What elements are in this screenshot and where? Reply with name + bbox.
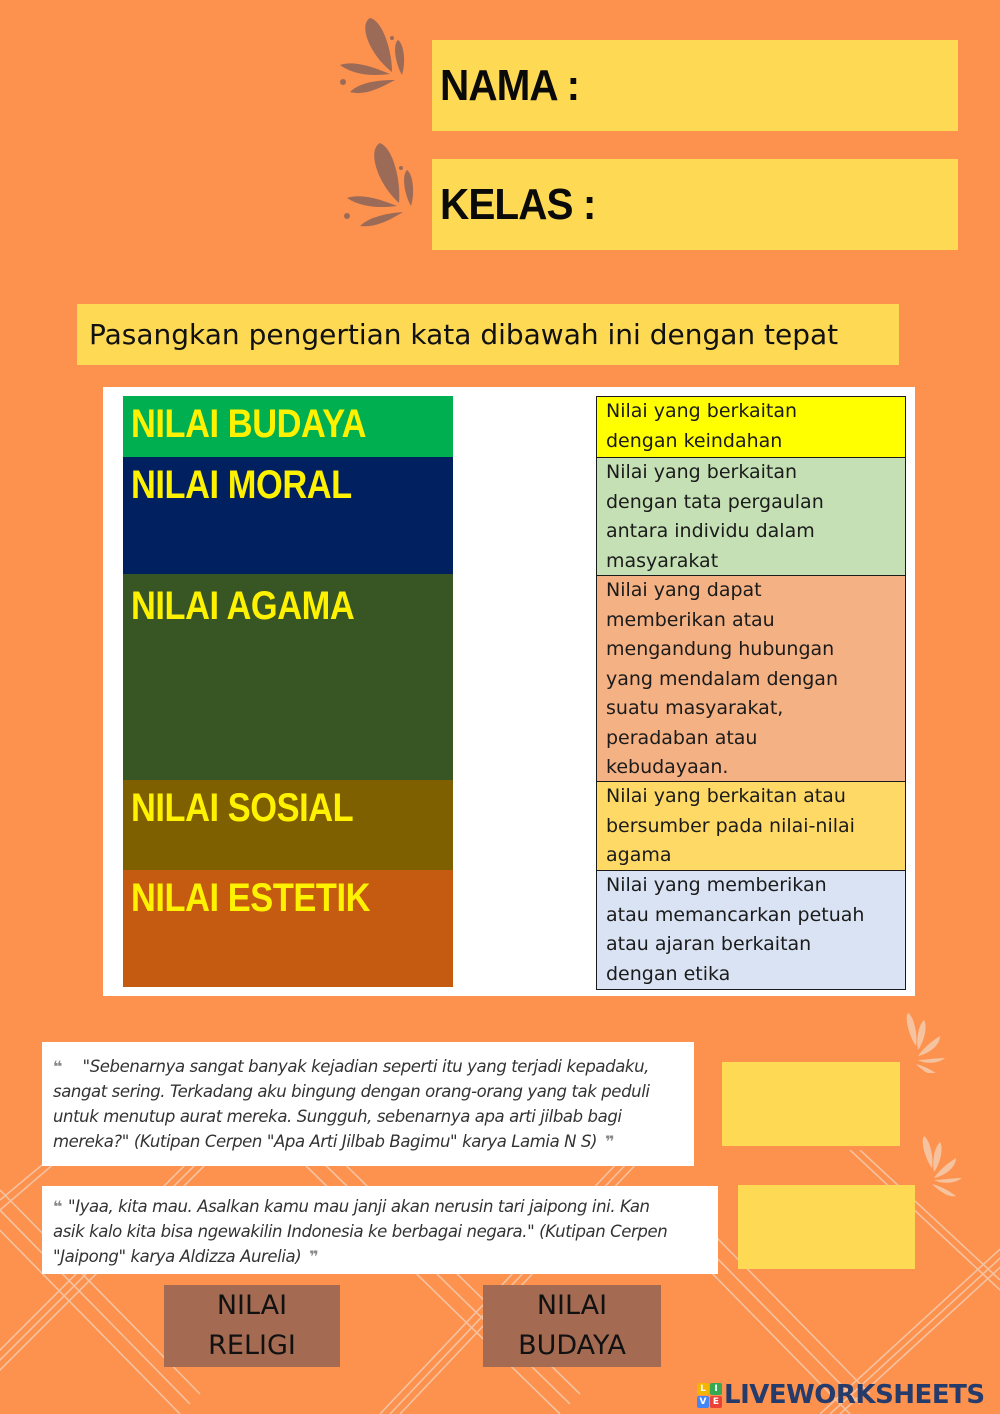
term-nilai-budaya[interactable]: NILAI BUDAYA <box>123 396 453 457</box>
class-field[interactable] <box>432 159 958 250</box>
quote-box-religi: ❝ "Sebenarnya sangat banyak kejadian seperti itu yang terjadi kepadaku, sangat sering. Terkadang aku bingung dengan orang-orang yang tak peduli untuk menutup aurat mereka. Sungguh, sebenarnya apa arti jilbab bagi mereka?" (Kutipan Cerpen "Apa Arti Jilbab Bagimu" karya Lamia N S) ❞ <box>42 1042 694 1166</box>
splash-decoration-icon <box>335 138 415 228</box>
instruction-banner: Pasangkan pengertian kata dibawah ini dengan tepat <box>77 304 899 365</box>
definition-cell[interactable]: Nilai yang berkaitan atau bersumber pada nilai-nilai agama <box>596 781 906 871</box>
definition-cell[interactable]: Nilai yang berkaitan dengan tata pergaulan antara individu dalam masyarakat <box>596 457 906 576</box>
name-label: NAMA : <box>440 60 580 110</box>
term-nilai-agama[interactable]: NILAI AGAMA <box>123 574 453 780</box>
name-field[interactable] <box>432 40 958 131</box>
term-nilai-moral[interactable]: NILAI MORAL <box>123 457 453 574</box>
liveworksheets-logo-icon: L I V E <box>697 1383 722 1408</box>
splash-decoration-icon <box>900 1008 950 1073</box>
matching-panel <box>103 387 915 996</box>
class-label: KELAS : <box>440 179 596 229</box>
splash-decoration-icon <box>918 1132 968 1197</box>
definition-cell[interactable]: Nilai yang dapat memberikan atau mengandung hubungan yang mendalam dengan suatu masyarakat, peradaban atau kebudayaan. <box>596 575 906 782</box>
definition-cell[interactable]: Nilai yang berkaitan dengan keindahan <box>596 396 906 458</box>
brand-text: LIVEWORKSHEETS <box>724 1380 985 1410</box>
answer-drop-zone-2[interactable] <box>738 1185 915 1269</box>
open-quote-icon: ❝ <box>53 1197 62 1216</box>
definition-cell[interactable]: Nilai yang memberikan atau memancarkan petuah atau ajaran berkaitan dengan etika <box>596 870 906 990</box>
liveworksheets-brand[interactable] <box>697 1380 985 1410</box>
term-nilai-estetik[interactable]: NILAI ESTETIK <box>123 870 453 987</box>
choice-nilai-budaya[interactable]: NILAI BUDAYA <box>483 1285 661 1367</box>
splash-decoration-icon <box>330 10 410 95</box>
open-quote-icon: ❝ <box>53 1057 62 1076</box>
term-nilai-sosial[interactable]: NILAI SOSIAL <box>123 780 453 870</box>
close-quote-icon: ❞ <box>309 1247 319 1266</box>
choice-nilai-religi[interactable]: NILAI RELIGI <box>164 1285 340 1367</box>
quote-box-budaya: ❝ "Iyaa, kita mau. Asalkan kamu mau janji akan nerusin tari jaipong ini. Kan asik kalo kita bisa ngewakilin Indonesia ke berbagai negara." (Kutipan Cerpen "Jaipong" karya Aldizza Aurelia) ❞ <box>42 1186 718 1274</box>
close-quote-icon: ❞ <box>605 1132 615 1151</box>
answer-drop-zone-1[interactable] <box>722 1062 900 1146</box>
